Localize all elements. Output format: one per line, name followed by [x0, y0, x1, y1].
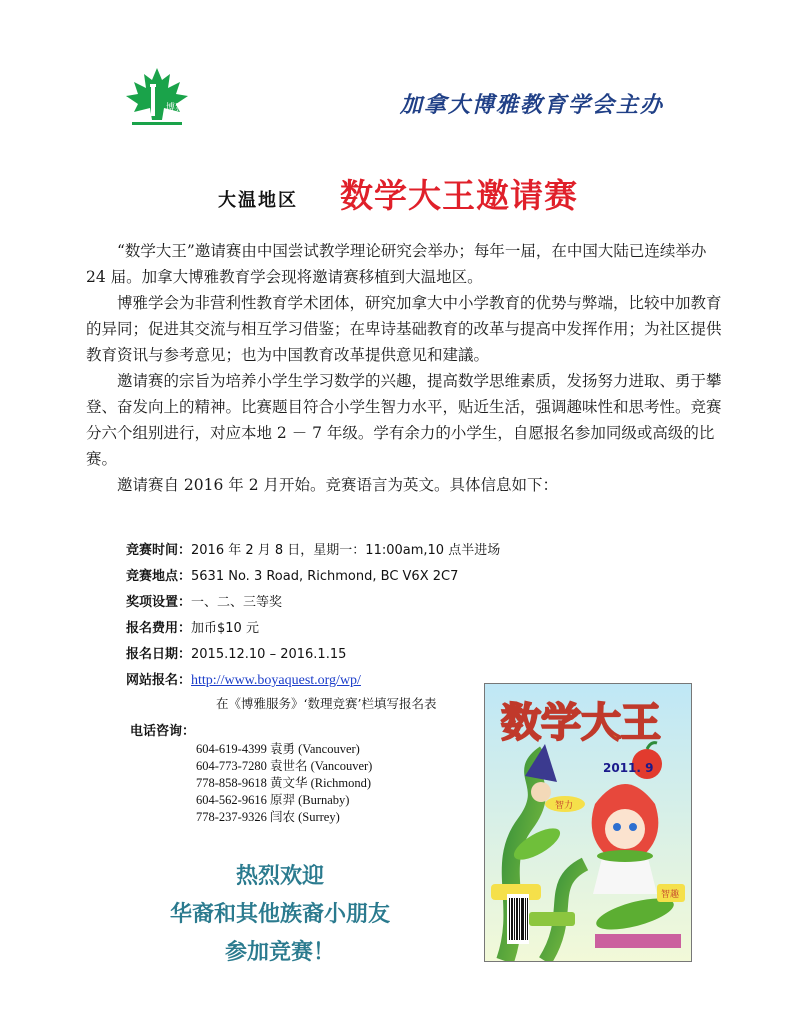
detail-date — [126, 642, 500, 668]
maple-leaf-logo — [122, 66, 192, 128]
award-label: 奖项设置： — [126, 595, 192, 610]
phone-entry: 604-773-7280 袁世名 (Vancouver) — [196, 759, 373, 773]
paragraph-2: 博雅学会为非营利性教育学术团体，研究加拿大中小学教育的优势与弊端，比较中加教育的异同；促进其交流与相互学习借鉴；在卑诗基础教育的改革与提高中发挥作用；为社区提供教育资讯与参考意见；也为中国教育改革提供意见和建議。 — [86, 294, 722, 364]
place-label: 竞赛地点： — [126, 569, 192, 584]
detail-fee — [126, 616, 500, 642]
registration-link[interactable]: http://www.boyaquest.org/wp/ — [191, 673, 361, 688]
welcome-message — [120, 858, 440, 972]
phone-list — [196, 741, 372, 826]
phone-title: 电话咨询： — [130, 724, 196, 739]
organizer-title: 加拿大博雅教育学会主办 — [400, 92, 665, 118]
web-label: 网站报名： — [126, 673, 192, 688]
time-label: 竞赛时间： — [126, 543, 192, 558]
phone-entry: 778-858-9618 黄文华 (Richmond) — [196, 776, 371, 790]
phone-entry: 604-562-9616 原羿 (Burnaby) — [196, 793, 350, 807]
detail-award — [126, 590, 500, 616]
phone-entry: 778-237-9326 闫农 (Surrey) — [196, 810, 340, 824]
time-value: 2016 年 2 月 8 日，星期一：11:00am,10 点半进场 — [191, 543, 501, 558]
competition-title: 数学大王邀请赛 — [340, 176, 578, 215]
paragraph-3: 邀请赛的宗旨为培养小学生学习数学的兴趣，提高数学思维素质，发扬努力进取、勇于攀登、奋发向上的精神。比赛题目符合小学生智力水平，贴近生活，强调趣味性和思考性。竞赛分六个组别进行，对应本地 2 － 7 年级。学有余力的小学生，自愿报名参加同级或高级的比赛。 — [86, 372, 722, 468]
cover-title: 数学大王 — [501, 700, 661, 746]
detail-web — [126, 668, 500, 694]
intro-text — [86, 238, 726, 498]
welcome-line-1: 热烈欢迎 — [235, 864, 324, 889]
fee-label: 报名费用： — [126, 621, 192, 636]
welcome-line-3: 参加竞赛！ — [224, 940, 335, 965]
date-label: 报名日期： — [126, 647, 192, 662]
competition-details — [126, 538, 500, 694]
cover-badge-1: 智力 — [555, 801, 574, 811]
place-value: 5631 No. 3 Road, Richmond, BC V6X 2C7 — [191, 569, 459, 584]
logo-text: 博雅 — [166, 103, 185, 113]
phone-entry: 604-619-4399 袁勇 (Vancouver) — [196, 742, 360, 756]
paragraph-4: 邀请赛自 2016 年 2 月开始。竞赛语言为英文。具体信息如下： — [117, 476, 559, 494]
region-label: 大温地区 — [218, 190, 298, 211]
date-value: 2015.12.10 – 2016.1.15 — [191, 647, 347, 662]
detail-place — [126, 564, 500, 590]
fee-value: 加币$10 元 — [191, 621, 259, 636]
magazine-cover-image — [484, 683, 692, 962]
cover-issue: 2011. 9 — [603, 761, 654, 775]
award-value: 一、二、三等奖 — [191, 595, 283, 610]
form-note: 在《博雅服务》‘数理竞赛’栏填写报名表 — [216, 696, 437, 711]
welcome-line-2: 华裔和其他族裔小朋友 — [169, 902, 390, 927]
cover-badge-2: 智趣 — [661, 890, 680, 900]
paragraph-1: “数学大王”邀请赛由中国尝试教学理论研究会举办；每年一届，在中国大陆已连续举办 24 届。加拿大博雅教育学会现将邀请赛移植到大温地区。 — [86, 242, 707, 286]
detail-time — [126, 538, 500, 564]
